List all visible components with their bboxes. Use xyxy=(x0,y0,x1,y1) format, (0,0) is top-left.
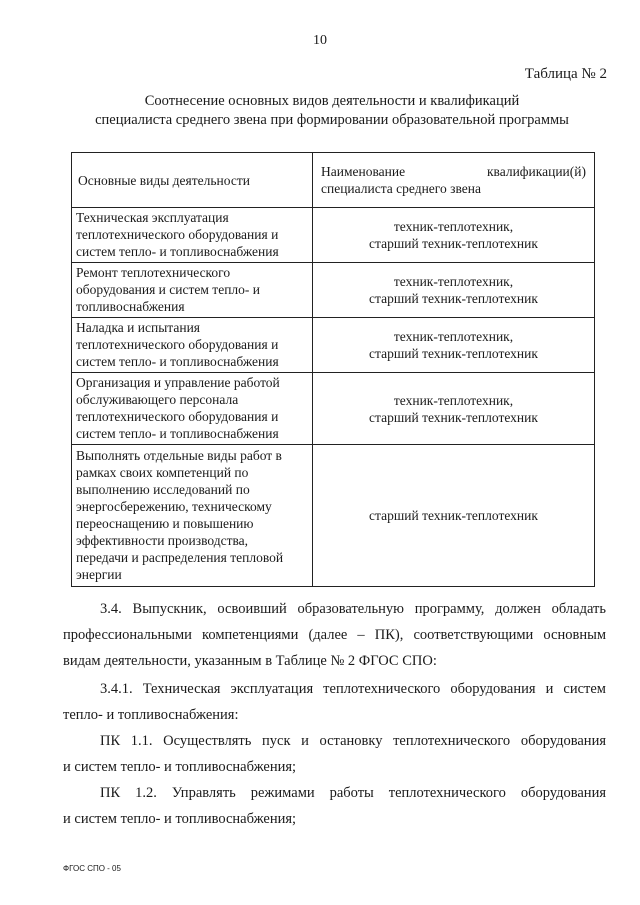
qualification-cell xyxy=(313,263,595,318)
activity-cell xyxy=(72,373,313,445)
qualification-line: техник-теплотехник, xyxy=(393,329,514,344)
header-qualification-line: Наименование квалификации(й) xyxy=(321,164,586,179)
table-row xyxy=(72,445,595,587)
activity-line: систем тепло- и топливоснабжения xyxy=(76,354,279,369)
table-caption-line: Соотнесение основных видов деятельности и квалификаций xyxy=(144,93,520,109)
page-footer: ФГОС СПО - 05 xyxy=(63,864,121,873)
qualification-line: старший техник-теплотехник xyxy=(369,291,538,306)
qualification-line: старший техник-теплотехник xyxy=(369,508,538,523)
activity-line: энергосбережению, техническому xyxy=(76,499,272,514)
qualification-line: старший техник-теплотехник xyxy=(369,346,538,361)
activity-line: Ремонт теплотехнического xyxy=(76,265,231,280)
paragraph-line: и систем тепло- и топливоснабжения; xyxy=(63,759,297,775)
paragraph-line: ПК 1.2. Управлять режимами работы теплотехнического оборудования xyxy=(100,785,606,801)
activity-cell xyxy=(72,445,313,587)
activity-line: Организация и управление работой xyxy=(76,375,280,390)
paragraph-line: 3.4. Выпускник, освоивший образовательную программу, должен обладать xyxy=(100,601,606,617)
paragraph-pk-1-1 xyxy=(63,728,606,780)
activity-line: оборудования и систем тепло- и xyxy=(76,282,260,297)
table-caption-line: специалиста среднего звена при формировании образовательной программы xyxy=(95,112,569,128)
paragraph-line: 3.4.1. Техническая эксплуатация теплотехнического оборудования и систем xyxy=(100,681,606,697)
table-caption xyxy=(70,92,594,130)
paragraph-3-4-1 xyxy=(63,676,606,728)
page-number: 10 xyxy=(313,33,327,48)
activity-line: топливоснабжения xyxy=(76,299,185,314)
activity-line: рамках своих компетенций по xyxy=(76,465,249,480)
paragraph-line: ПК 1.1. Осуществлять пуск и остановку теплотехнического оборудования xyxy=(100,733,606,749)
activity-line: Наладка и испытания xyxy=(76,320,201,335)
activity-cell xyxy=(72,208,313,263)
header-qualification xyxy=(313,153,595,208)
qualification-line: техник-теплотехник, xyxy=(393,219,514,234)
qualification-cell xyxy=(313,373,595,445)
table-row xyxy=(72,318,595,373)
table-row xyxy=(72,263,595,318)
qualification-line: техник-теплотехник, xyxy=(393,392,514,408)
qualification-cell xyxy=(313,208,595,263)
qualification-line: техник-теплотехник, xyxy=(393,274,514,289)
header-activities: Основные виды деятельности xyxy=(72,153,313,208)
activity-cell xyxy=(72,263,313,318)
activity-line: систем тепло- и топливоснабжения xyxy=(76,426,279,441)
activity-line: обслуживающего персонала xyxy=(76,392,239,407)
qualification-cell xyxy=(313,318,595,373)
activity-line: выполнению исследований по xyxy=(76,482,250,497)
paragraph-pk-1-2 xyxy=(63,780,606,832)
table-row xyxy=(72,208,595,263)
paragraph-line: и систем тепло- и топливоснабжения; xyxy=(63,811,297,827)
activity-line: передачи и распределения тепловой xyxy=(76,550,284,565)
paragraph-3-4 xyxy=(63,596,606,674)
table-row xyxy=(72,373,595,445)
activity-line: теплотехнического оборудования и xyxy=(76,337,279,352)
activity-line: Техническая эксплуатация xyxy=(76,210,229,225)
qualification-line: старший техник-теплотехник xyxy=(369,409,538,425)
header-qualification-line: специалиста среднего звена xyxy=(321,181,481,196)
paragraph-line: видам деятельности, указанным в Таблице № 2 ФГОС СПО: xyxy=(63,653,437,669)
qualification-cell xyxy=(313,445,595,587)
activity-line: теплотехнического оборудования и xyxy=(76,409,279,424)
qualification-line: старший техник-теплотехник xyxy=(369,236,538,251)
activity-line: переоснащению и повышению xyxy=(76,516,254,531)
activity-line: эффективности производства, xyxy=(76,533,249,548)
activities-qualifications-table xyxy=(71,152,595,587)
paragraph-line: тепло- и топливоснабжения: xyxy=(63,707,239,723)
activity-line: Выполнять отдельные виды работ в xyxy=(76,448,282,463)
table-header-row xyxy=(72,153,595,208)
activity-cell xyxy=(72,318,313,373)
table-label: Таблица № 2 xyxy=(524,66,607,82)
activity-line: систем тепло- и топливоснабжения xyxy=(76,244,279,259)
activity-line: теплотехнического оборудования и xyxy=(76,227,279,242)
activity-line: энергии xyxy=(76,567,122,582)
paragraph-line: профессиональными компетенциями (далее – ПК), соответствующими основным xyxy=(63,627,606,643)
